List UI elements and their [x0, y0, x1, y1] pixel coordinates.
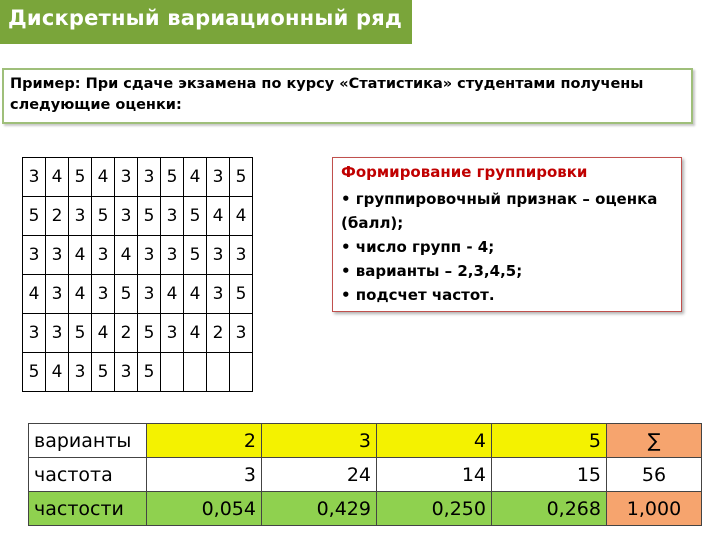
- grade-cell: 4: [92, 158, 115, 197]
- grade-cell: 3: [207, 236, 230, 275]
- grouping-heading: Формирование группировки: [341, 163, 588, 181]
- grade-cell: 3: [230, 314, 253, 353]
- grade-cell: 5: [92, 197, 115, 236]
- variant-cell: 3: [262, 424, 377, 458]
- relative-frequency-sum-cell: 1,000: [607, 492, 702, 526]
- relative-frequency-cell: 0,054: [147, 492, 262, 526]
- title-bar: [0, 0, 412, 44]
- example-box: [2, 68, 693, 124]
- grouping-line: (балл);: [341, 214, 404, 232]
- frequency-row: [29, 458, 702, 492]
- example-text: [10, 74, 685, 116]
- page-title: Дискретный вариационный ряд: [8, 6, 403, 30]
- grade-cell: 3: [46, 314, 69, 353]
- sum-symbol-cell: ∑: [607, 424, 702, 458]
- grade-cell: 4: [92, 314, 115, 353]
- grade-cell: 4: [23, 275, 46, 314]
- variants-row: [29, 424, 702, 458]
- grade-cell: 4: [184, 275, 207, 314]
- grade-cell: 3: [207, 275, 230, 314]
- grouping-line: • число групп - 4;: [341, 238, 495, 256]
- grade-cell: 5: [138, 353, 161, 392]
- grade-cell: 5: [69, 314, 92, 353]
- variant-cell: 4: [377, 424, 492, 458]
- grades-row: [23, 236, 253, 275]
- grade-cell: 3: [46, 275, 69, 314]
- grades-row: [23, 197, 253, 236]
- grade-cell: 3: [23, 236, 46, 275]
- grade-cell: 5: [184, 197, 207, 236]
- frequency-cell: 15: [492, 458, 607, 492]
- grades-table: [22, 157, 253, 392]
- grade-cell: 3: [23, 158, 46, 197]
- grade-cell: 5: [92, 353, 115, 392]
- grade-cell: [207, 353, 230, 392]
- frequency-cell: 24: [262, 458, 377, 492]
- grouping-info-box: [332, 157, 682, 312]
- grades-row: [23, 314, 253, 353]
- grade-cell: 5: [161, 158, 184, 197]
- grade-cell: 4: [184, 314, 207, 353]
- grade-cell: 5: [23, 353, 46, 392]
- grade-cell: 4: [46, 353, 69, 392]
- relative-frequency-cell: 0,250: [377, 492, 492, 526]
- grade-cell: 3: [92, 275, 115, 314]
- example-line-2: следующие оценки:: [10, 97, 182, 113]
- grade-cell: 3: [138, 236, 161, 275]
- grade-cell: 4: [161, 275, 184, 314]
- grouping-line: • подсчет частот.: [341, 286, 495, 304]
- grade-cell: 3: [46, 236, 69, 275]
- grade-cell: 3: [92, 236, 115, 275]
- variants-label: варианты: [29, 424, 147, 458]
- grade-cell: 5: [184, 236, 207, 275]
- grade-cell: 3: [115, 353, 138, 392]
- grouping-list: [341, 187, 675, 307]
- frequency-sum-cell: 56: [607, 458, 702, 492]
- grade-cell: 3: [115, 197, 138, 236]
- relative-frequency-cell: 0,268: [492, 492, 607, 526]
- grade-cell: 2: [207, 314, 230, 353]
- frequency-table: [28, 423, 702, 526]
- grade-cell: 4: [46, 158, 69, 197]
- grade-cell: [184, 353, 207, 392]
- frequency-label: частота: [29, 458, 147, 492]
- grade-cell: 3: [69, 197, 92, 236]
- grade-cell: 3: [161, 197, 184, 236]
- frequency-cell: 3: [147, 458, 262, 492]
- relative-frequency-row: [29, 492, 702, 526]
- grade-cell: 4: [69, 275, 92, 314]
- grade-cell: 5: [69, 158, 92, 197]
- relative-frequency-cell: 0,429: [262, 492, 377, 526]
- grade-cell: 3: [161, 236, 184, 275]
- grade-cell: 4: [207, 197, 230, 236]
- grade-cell: 4: [184, 158, 207, 197]
- variant-cell: 2: [147, 424, 262, 458]
- grade-cell: 5: [138, 197, 161, 236]
- grade-cell: 3: [69, 353, 92, 392]
- variant-cell: 5: [492, 424, 607, 458]
- grade-cell: 5: [23, 197, 46, 236]
- grade-cell: 3: [23, 314, 46, 353]
- grades-row: [23, 275, 253, 314]
- relative-frequency-label: частости: [29, 492, 147, 526]
- grade-cell: 3: [161, 314, 184, 353]
- grade-cell: 5: [138, 314, 161, 353]
- frequency-cell: 14: [377, 458, 492, 492]
- grade-cell: 4: [230, 197, 253, 236]
- grade-cell: 2: [46, 197, 69, 236]
- grade-cell: 3: [207, 158, 230, 197]
- grade-cell: 3: [230, 236, 253, 275]
- grouping-line: • группировочный признак – оценка: [341, 190, 658, 208]
- grades-row: [23, 158, 253, 197]
- grade-cell: [230, 353, 253, 392]
- grade-cell: 4: [69, 236, 92, 275]
- grade-cell: 3: [115, 158, 138, 197]
- grade-cell: 5: [115, 275, 138, 314]
- grade-cell: 2: [115, 314, 138, 353]
- grades-row: [23, 353, 253, 392]
- grade-cell: [161, 353, 184, 392]
- grade-cell: 4: [115, 236, 138, 275]
- grouping-line: • варианты – 2,3,4,5;: [341, 262, 523, 280]
- grade-cell: 5: [230, 275, 253, 314]
- grade-cell: 3: [138, 275, 161, 314]
- grade-cell: 3: [138, 158, 161, 197]
- example-line-1: Пример: При сдаче экзамена по курсу «Статистика» студентами получены: [10, 76, 644, 92]
- grade-cell: 5: [230, 158, 253, 197]
